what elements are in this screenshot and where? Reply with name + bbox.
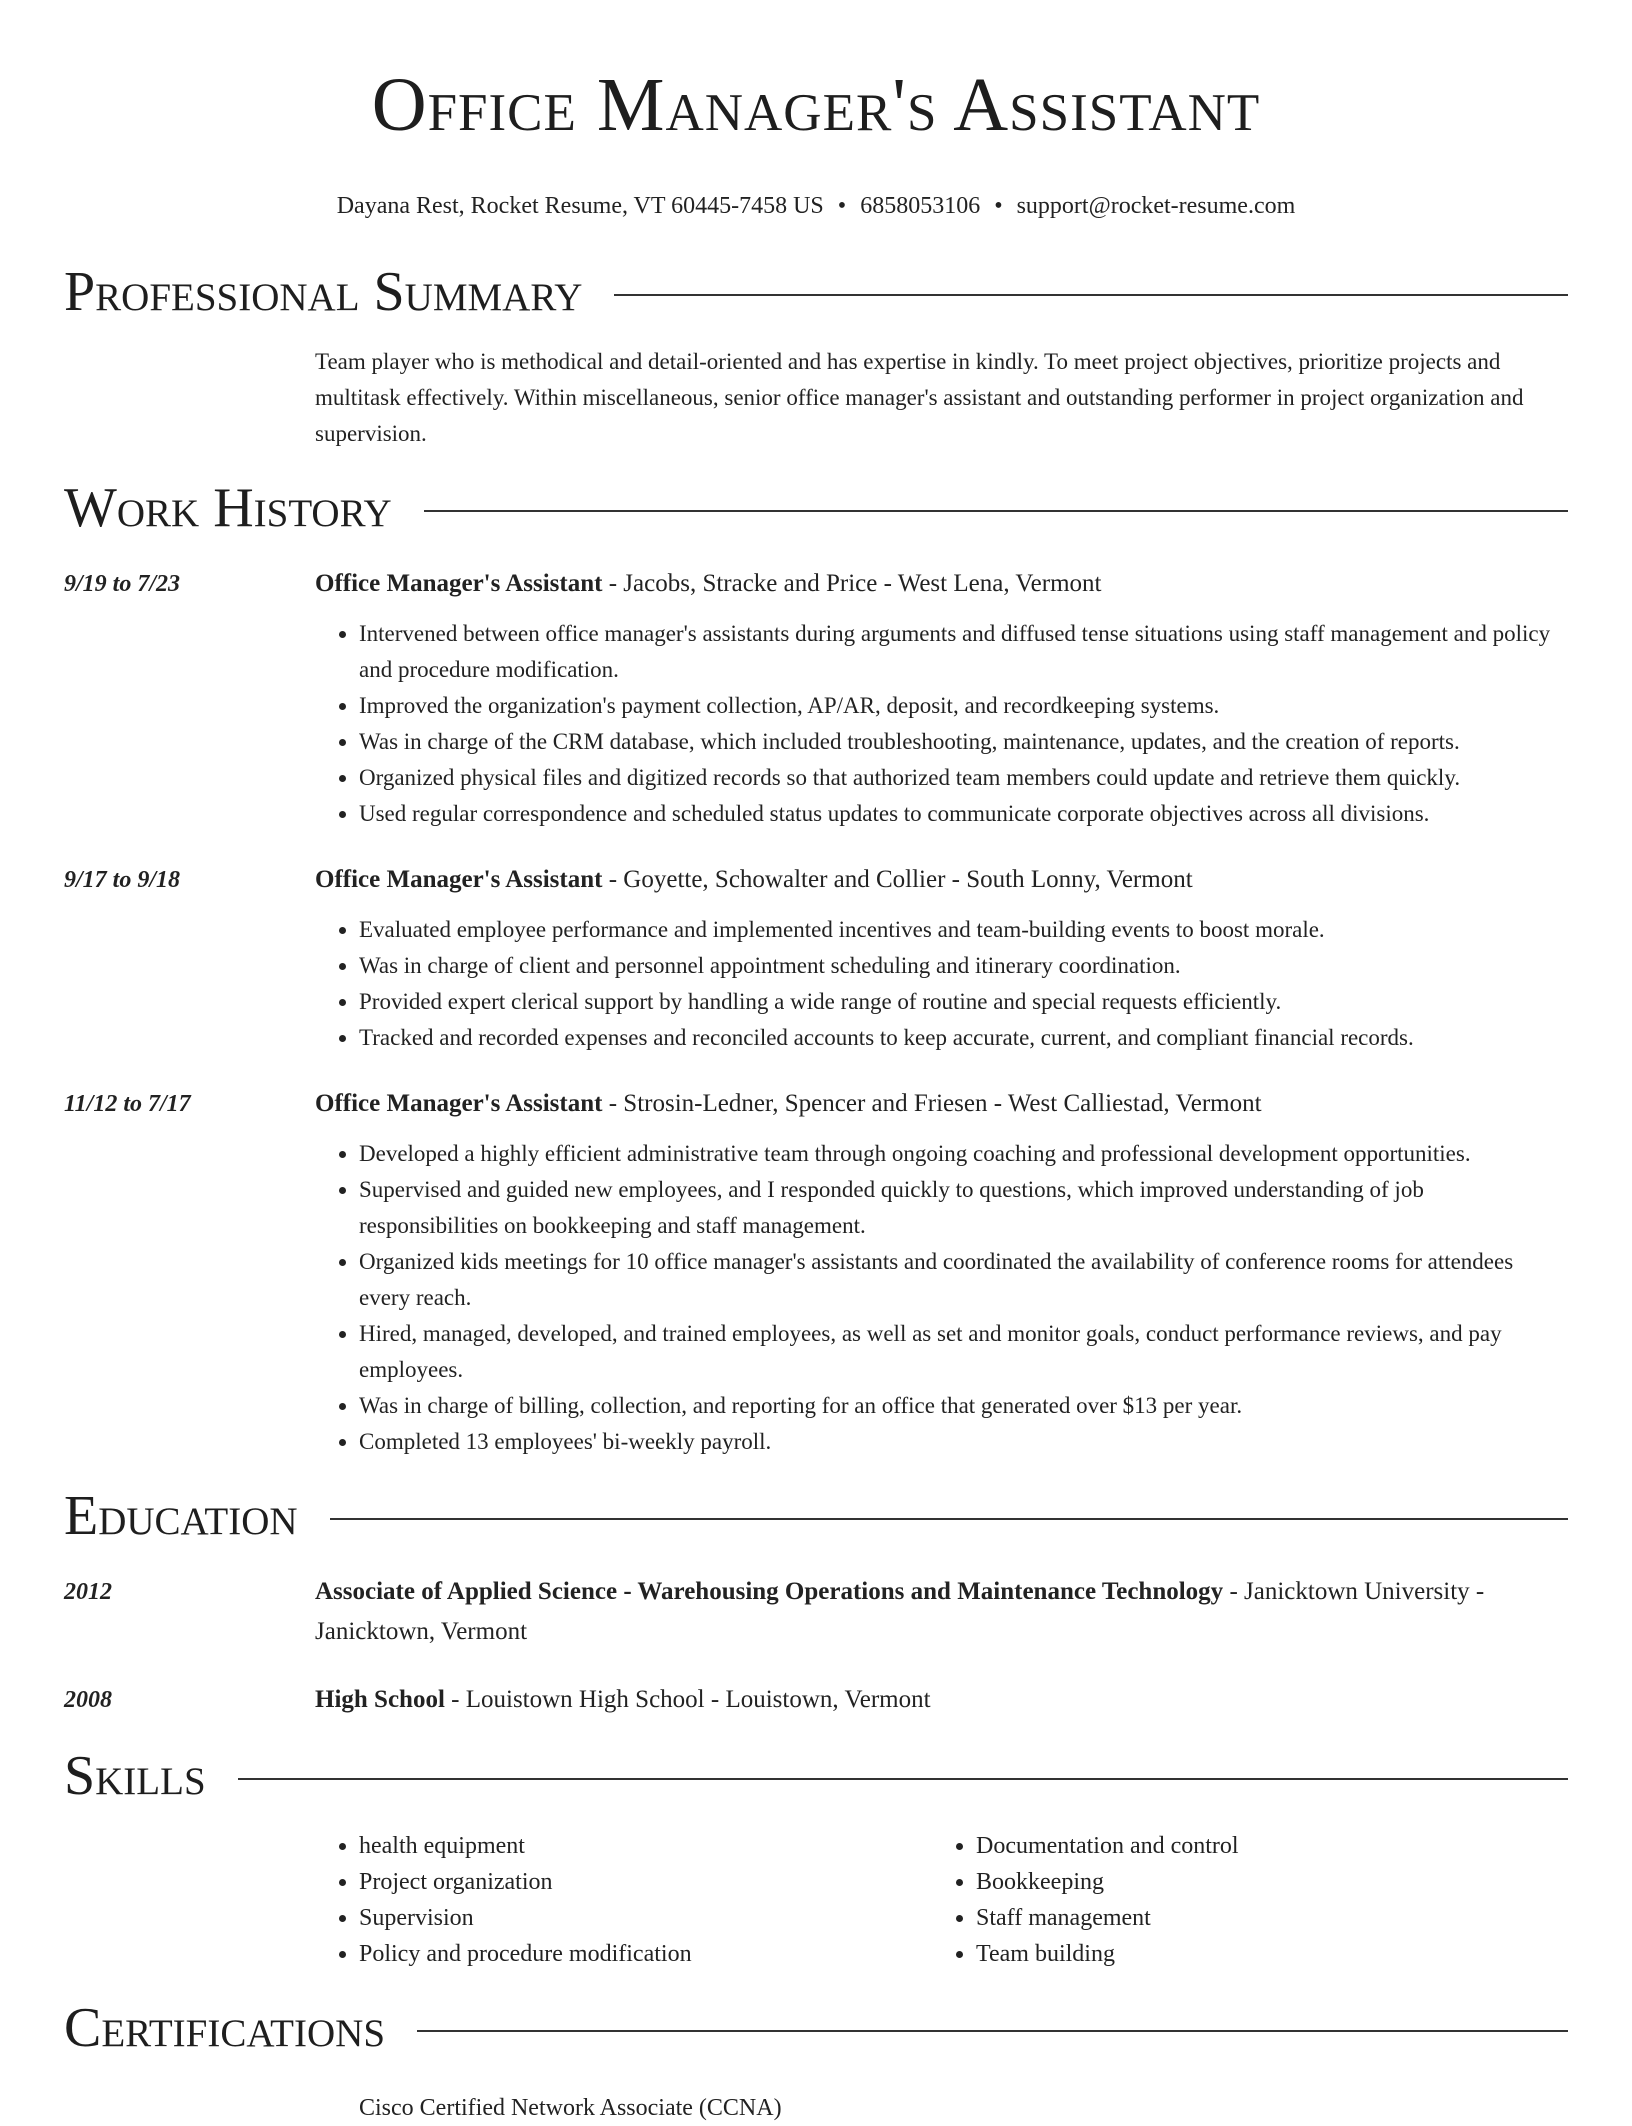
skill-item: • Project organization (359, 1864, 932, 1900)
list-item: • Provided expert clerical support by handling a wide range of routine and special requests efficiently. (359, 984, 1568, 1020)
skills-column-right (932, 1828, 1239, 1972)
work-details: - Goyette, Schowalter and Collier - South Lonny, Vermont (602, 866, 1193, 893)
contact-email[interactable]: support@rocket-resume.com (1016, 193, 1296, 219)
work-bullets (315, 1136, 1568, 1460)
list-item: • Organized physical files and digitized records so that authorized team members could update and retrieve them quickly. (359, 760, 1568, 796)
work-details: - Strosin-Ledner, Spencer and Friesen - West Calliestad, Vermont (602, 1090, 1262, 1117)
list-item: • Was in charge of billing, collection, and reporting for an office that generated over $13 per year. (359, 1388, 1568, 1424)
work-dates: 9/19 to 7/23 (64, 571, 181, 597)
education-heading (315, 1680, 1568, 1720)
work-body (315, 860, 1568, 1056)
section-divider (417, 2030, 1568, 2032)
list-item: • Used regular correspondence and scheduled status updates to communicate corporate objectives across all divisions. (359, 796, 1568, 832)
list-item: • Evaluated employee performance and implemented incentives and team-building events to boost morale. (359, 912, 1568, 948)
skill-item: • Supervision (359, 1900, 932, 1936)
work-role: Office Manager's Assistant (315, 866, 603, 893)
list-item: • Was in charge of the CRM database, which included troubleshooting, maintenance, updates, and the creation of reports. (359, 724, 1568, 760)
skills-list (315, 1828, 1568, 1972)
section-title-work: Work History (64, 477, 392, 539)
work-heading (315, 1084, 1568, 1124)
list-item: • Was in charge of client and personnel appointment scheduling and itinerary coordination. (359, 948, 1568, 984)
education-body (315, 1680, 1568, 1720)
skill-item: • Staff management (976, 1900, 1239, 1936)
work-bullets (315, 616, 1568, 832)
work-role: Office Manager's Assistant (315, 1090, 603, 1117)
contact-line (64, 190, 1568, 222)
section-divider (238, 1778, 1568, 1780)
education-degree: High School (315, 1686, 445, 1713)
section-divider (614, 294, 1568, 296)
contact-phone: 6858053106 (860, 193, 981, 219)
work-heading (315, 860, 1568, 900)
list-item: • Developed a highly efficient administrative team through ongoing coaching and professional development opportunities. (359, 1136, 1568, 1172)
list-item: • Organized kids meetings for 10 office manager's assistants and coordinated the availability of conference rooms for attendees every reach. (359, 1244, 1568, 1316)
contact-address: Dayana Rest, Rocket Resume, VT 60445-7458 US (336, 193, 824, 219)
certifications-list (315, 2090, 1568, 2126)
resume-name: Office Manager's Assistant (371, 63, 1261, 147)
work-body (315, 1084, 1568, 1460)
section-title-summary: Professional Summary (64, 261, 583, 323)
section-header (64, 1998, 1568, 2058)
skill-item: • Policy and procedure modification (359, 1936, 932, 1972)
list-item: • Hired, managed, developed, and trained employees, as well as set and monitor goals, conduct performance reviews, and pay employees. (359, 1316, 1568, 1388)
work-entry (64, 1084, 1568, 1460)
work-history-section (64, 478, 1568, 1460)
section-header (64, 262, 1568, 322)
section-title-skills: Skills (64, 1745, 206, 1807)
work-entry (64, 860, 1568, 1056)
education-details: - Louistown High School - Louistown, Vermont (444, 1686, 931, 1713)
education-heading (315, 1572, 1568, 1652)
work-entry (64, 564, 1568, 832)
section-header (64, 1746, 1568, 1806)
skill-item: • Team building (976, 1936, 1239, 1972)
summary-section (64, 262, 1568, 452)
section-title-certifications: Certifications (64, 1997, 386, 2059)
section-title-education: Education (64, 1485, 298, 1547)
skills-column-left (315, 1828, 932, 1972)
summary-text: Team player who is methodical and detail-oriented and has expertise in kindly. To meet project objectives, prioritize projects and multitask effectively. Within miscellaneous, senior office manager's assistant and outstanding performer in project organization and supervision. (315, 349, 1524, 446)
section-divider (330, 1518, 1568, 1520)
education-body (315, 1572, 1568, 1652)
work-heading (315, 564, 1568, 604)
education-year: 2008 (64, 1687, 112, 1713)
work-dates: 11/12 to 7/17 (64, 1091, 191, 1117)
section-header (64, 1486, 1568, 1546)
list-item: • Intervened between office manager's assistants during arguments and diffused tense situations using staff management and policy and procedure modification. (359, 616, 1568, 688)
list-item: • Completed 13 employees' bi-weekly payroll. (359, 1424, 1568, 1460)
education-entry (64, 1572, 1568, 1652)
skill-item: • health equipment (359, 1828, 932, 1864)
work-dates: 9/17 to 9/18 (64, 867, 181, 893)
section-header (64, 478, 1568, 538)
certifications-section (64, 1998, 1568, 2126)
list-item: • Improved the organization's payment collection, AP/AR, deposit, and recordkeeping systems. (359, 688, 1568, 724)
certification-item: Cisco Certified Network Associate (CCNA) (359, 2095, 782, 2121)
list-item: • Tracked and recorded expenses and reconciled accounts to keep accurate, current, and compliant financial records. (359, 1020, 1568, 1056)
work-body (315, 564, 1568, 832)
work-bullets (315, 912, 1568, 1056)
education-year: 2012 (64, 1579, 112, 1605)
education-entry (64, 1680, 1568, 1720)
skills-section (64, 1746, 1568, 1972)
list-item: • Supervised and guided new employees, and I responded quickly to questions, which improved understanding of job responsibilities on bookkeeping and staff management. (359, 1172, 1568, 1244)
education-details: - Janicktown University - Janicktown, Vermont (315, 1578, 1485, 1645)
section-divider (424, 510, 1568, 512)
education-degree: Associate of Applied Science - Warehousing Operations and Maintenance Technology (315, 1578, 1224, 1605)
contact-separator: • (994, 193, 1003, 219)
certifications-items (315, 2090, 1568, 2126)
work-role: Office Manager's Assistant (315, 570, 603, 597)
skill-item: • Documentation and control (976, 1828, 1239, 1864)
education-section (64, 1486, 1568, 1720)
skill-item: • Bookkeeping (976, 1864, 1239, 1900)
contact-separator: • (837, 193, 847, 219)
work-details: - Jacobs, Stracke and Price - West Lena, Vermont (602, 570, 1102, 597)
